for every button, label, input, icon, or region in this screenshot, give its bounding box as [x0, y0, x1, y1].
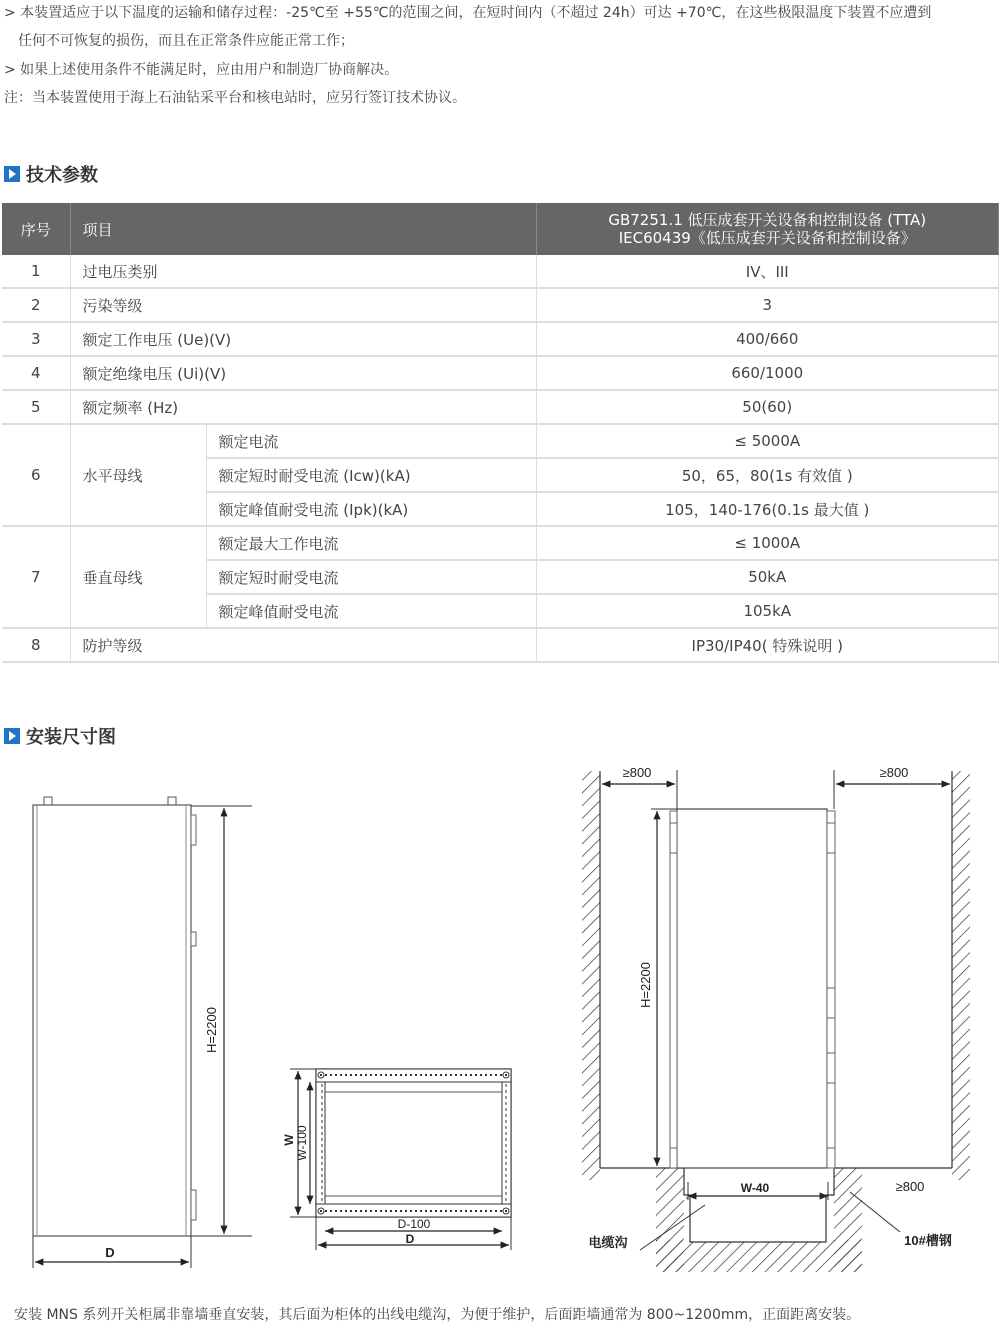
row-value: 50(60)	[536, 390, 999, 424]
header-standard	[536, 203, 999, 255]
header-standard-line2: IEC60439《低压成套开关设备和控制设备》	[618, 229, 916, 247]
header-no: 序号	[2, 203, 70, 255]
row-value: IP30/IP40( 特殊说明 )	[536, 628, 999, 662]
clearance-height-label: H=2200	[638, 962, 653, 1008]
note-line-1: > 本装置适应于以下温度的运输和储存过程：-25℃至 +55℃的范围之间，在短时间内（不超过 24h）可达 +70℃，在这些极限温度下装置不应遭到	[4, 5, 932, 21]
row-value: IV、III	[536, 255, 999, 288]
plan-width-100-label: W-100	[295, 1125, 309, 1161]
table-row	[2, 255, 999, 288]
row-no: 6	[2, 424, 70, 526]
row-value: ≤ 1000A	[536, 526, 999, 560]
table-header-row	[2, 203, 999, 255]
triangle-bullet-icon	[4, 728, 20, 744]
installation-caption: 安装 MNS 系列开关柜属非靠墙垂直安装，其后面为柜体的出线电缆沟，为便于维护，后面距墙通常为 800~1200mm，正面距离安装。	[14, 1307, 861, 1323]
row-item: 过电压类别	[70, 255, 536, 288]
row-no: 8	[2, 628, 70, 662]
technical-parameters-table	[2, 203, 999, 663]
row-item: 额定频率 (Hz)	[70, 390, 536, 424]
note-line-3: > 如果上述使用条件不能满足时，应由用户和制造厂协商解决。	[4, 62, 399, 78]
header-standard-line1: GB7251.1 低压成套开关设备和控制设备 (TTA)	[608, 211, 927, 229]
row-subitem: 额定短时耐受电流 (Icw)(kA)	[206, 458, 536, 492]
side-depth-label: D	[105, 1245, 115, 1260]
row-item: 额定工作电压 (Ue)(V)	[70, 322, 536, 356]
right-clearance-label: ≥800	[879, 765, 909, 780]
plan-depth-label: D	[405, 1232, 415, 1246]
plan-depth-100-label: D-100	[397, 1217, 431, 1231]
row-value: 50kA	[536, 560, 999, 594]
section-title: 技术参数	[26, 165, 98, 186]
row-item: 水平母线	[70, 424, 206, 526]
row-value: 105，140-176(0.1s 最大值 )	[536, 492, 999, 526]
row-item: 垂直母线	[70, 526, 206, 628]
note-line-2: 任何不可恢复的损伤，而且在正常条件应能正常工作；	[18, 33, 354, 49]
plan-width-label: W	[282, 1134, 296, 1146]
row-value: ≤ 5000A	[536, 424, 999, 458]
table-row	[2, 356, 999, 390]
row-value: 3	[536, 288, 999, 322]
side-height-label: H=2200	[204, 1007, 219, 1053]
table-row	[2, 526, 999, 560]
row-item: 污染等级	[70, 288, 536, 322]
row-no: 5	[2, 390, 70, 424]
header-item: 项目	[70, 203, 536, 255]
row-no: 2	[2, 288, 70, 322]
table-row	[2, 322, 999, 356]
installation-drawing	[0, 755, 1000, 1285]
row-value: 50，65，80(1s 有效值 )	[536, 458, 999, 492]
row-subitem: 额定最大工作电流	[206, 526, 536, 560]
table-row	[2, 390, 999, 424]
table-row	[2, 628, 999, 662]
row-value: 105kA	[536, 594, 999, 628]
table-row	[2, 424, 999, 458]
row-item: 防护等级	[70, 628, 536, 662]
row-subitem: 额定短时耐受电流	[206, 560, 536, 594]
trench-width-label: W-40	[740, 1181, 770, 1195]
row-no: 3	[2, 322, 70, 356]
triangle-bullet-icon	[4, 166, 20, 182]
cable-trench-label: 电缆沟	[588, 1235, 628, 1250]
note-line-4: 注：当本装置使用于海上石油钻采平台和核电站时，应另行签订技术协议。	[4, 90, 466, 106]
row-item: 额定绝缘电压 (Ui)(V)	[70, 356, 536, 390]
row-no: 7	[2, 526, 70, 628]
front-clearance-label: ≥800	[895, 1179, 925, 1194]
row-subitem: 额定峰值耐受电流 (Ipk)(kA)	[206, 492, 536, 526]
table-row	[2, 288, 999, 322]
section-title: 安装尺寸图	[26, 727, 116, 748]
row-no: 4	[2, 356, 70, 390]
clearance-view	[582, 770, 970, 1272]
section-installation-dimensions	[4, 723, 116, 749]
section-technical-parameters	[4, 161, 98, 187]
left-clearance-label: ≥800	[622, 765, 652, 780]
side-view-cabinet	[33, 797, 252, 1268]
row-value: 400/660	[536, 322, 999, 356]
row-value: 660/1000	[536, 356, 999, 390]
channel-steel-label: 10#槽钢	[904, 1233, 952, 1248]
row-subitem: 额定电流	[206, 424, 536, 458]
row-no: 1	[2, 255, 70, 288]
row-subitem: 额定峰值耐受电流	[206, 594, 536, 628]
